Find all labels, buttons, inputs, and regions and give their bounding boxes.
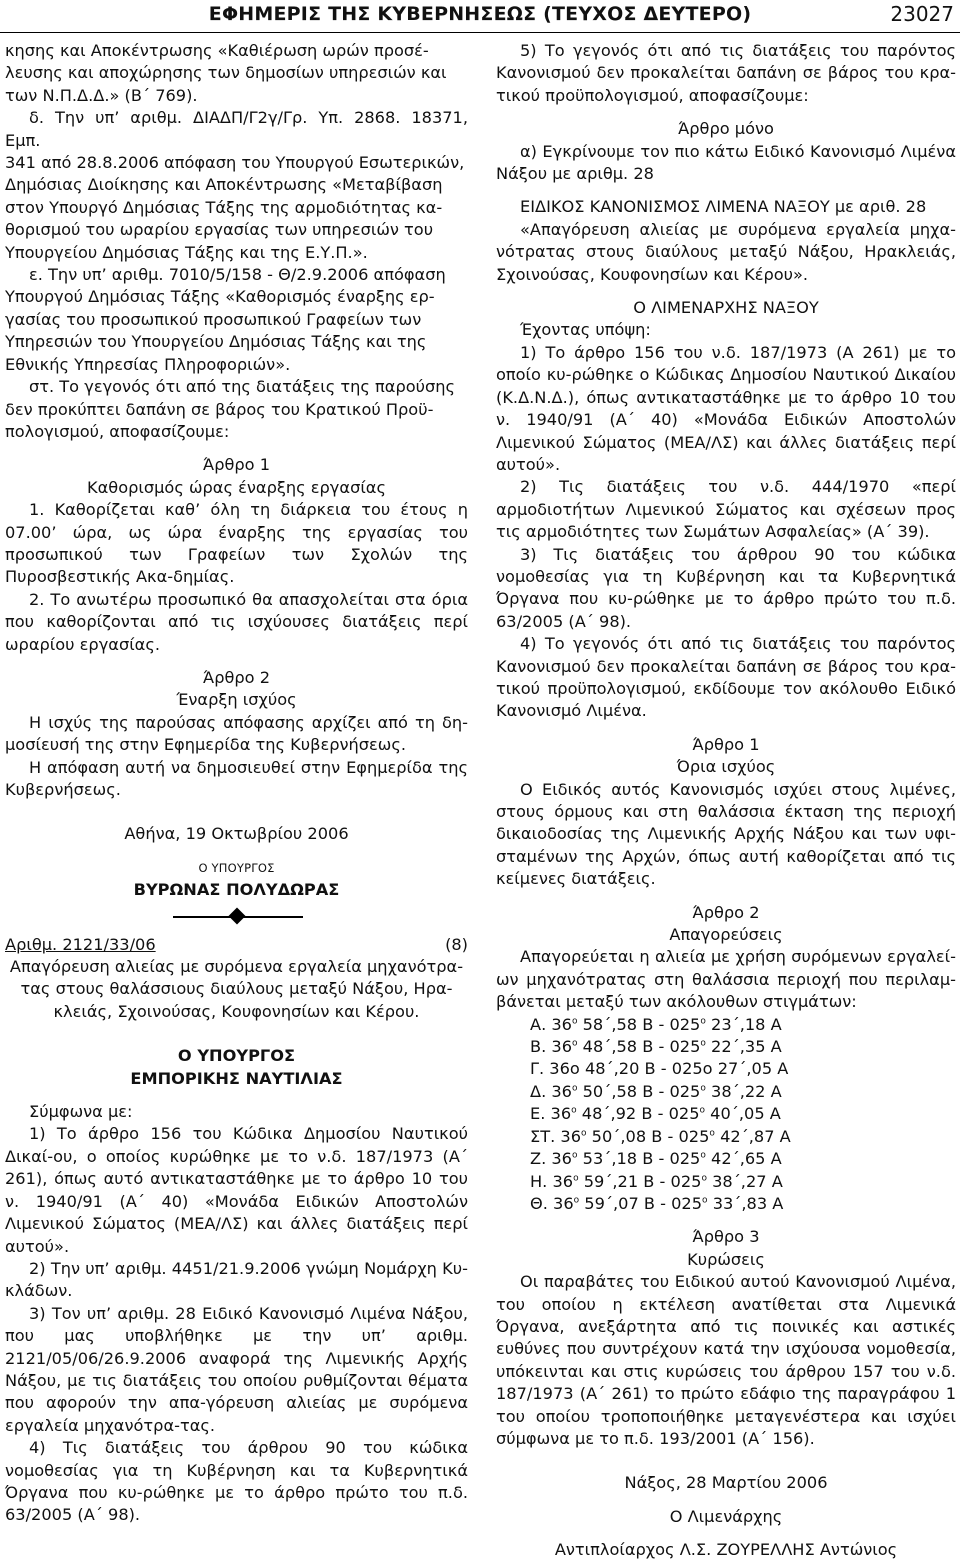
only-article-title: Άρθρο μόνο bbox=[678, 119, 774, 139]
paragraph-5: 5) Το γεγονός ότι από τις διατάξεις του παρόντος Κανονισμού δεν προκαλείται δαπάνη σε βάρος του κρα-τικού προϋπολογισμού, αποφασίζουμε: bbox=[496, 41, 956, 105]
coordinate-point: Ζ. $36^o$ 53΄,18 Β - $025^o$ 42΄,65 Α bbox=[530, 1149, 782, 1169]
reg-article-3-title: Άρθρο 3 bbox=[692, 1227, 760, 1247]
regulation-title: ΕΙΔΙΚΟΣ ΚΑΝΟΝΙΣΜΟΣ ΛΙΜΕΝΑ ΝΑΞΟΥ με αριθ. 28 bbox=[520, 197, 927, 217]
approval-text: α) Εγκρίνουμε τον πιο κάτω Ειδικό Κανονισμό Λιμένα Νάξου με αριθμ. 28 bbox=[496, 141, 956, 184]
right-column bbox=[496, 40, 956, 1562]
intro-line: Υπουργού Δημόσιας Τάξης «Καθορισμός έναρξης ερ- bbox=[5, 287, 435, 307]
decision-title: Απαγόρευση αλιείας με συρόμενα εργαλεία μηχανότρα-τας στους θαλάσσιους διαύλους μεταξύ Νάξου, Ηρα-κλειάς, Σχοινούσας, Κουφονησίων και Κέρου. bbox=[9, 957, 464, 1021]
signer-title: Ο ΥΠΟΥΡΓΟΣ bbox=[198, 860, 275, 875]
intro-line: δεν προκύπτει δαπάνη σε βάρος του Κρατικού Προϋ- bbox=[5, 399, 434, 419]
diamond-icon bbox=[229, 907, 246, 924]
legal-basis-item: 3) Τον υπ’ αριθμ. 28 Ειδικό Κανονισμό Λιμένα Νάξου, που μας υποβλήθηκε με την υπ’ αριθμ. 2121/05/06/26.9.2006 αναφορά της Λιμενικής Αρχής Νάξου, με τις διατάξεις του οποίου ρυθμίζονται θέματα που αφορούν την απα-γόρευση αλιείας με συρόμενα εργαλεία μηχανότρα-τας. bbox=[5, 1303, 468, 1435]
article-1-subtitle: Καθορισμός ώρας έναρξης εργασίας bbox=[87, 477, 386, 497]
page-number: 23027 bbox=[890, 2, 954, 26]
intro-line: πολογισμού, αποφασίζουμε: bbox=[5, 421, 230, 441]
intro-line: Υπουργείου Δημόσιας Τάξης και της Ε.Υ.Π.». bbox=[5, 242, 368, 262]
reg-article-3-text: Οι παραβάτες του Ειδικού αυτού Κανονισμού Λιμένα, του οποίου η εκτέλεση ανατίθεται στα Λιμενικά Όργανα, ανεξάρτητα από τις ποινικές και αστικές ευθύνες που συντρέχουν κατά την ισχύουσα νομοθεσία, υπόκεινται και στις κυρώσεις του άρθρου 157 του ν.δ. 187/1973 (Α΄ 261) το πρώτο εδάφιο της παραγράφου 1 του οποίου τροποποιήθηκε μεταγενέστερα και ισχύει σύμφωνα με το π.δ. 193/2001 (Α΄ 156). bbox=[496, 1272, 956, 1448]
article-2-title: Άρθρο 2 bbox=[202, 667, 270, 687]
article-1-paragraph-1: 1. Καθορίζεται καθ’ όλη τη διάρκεια του έτους η 07.00’ ώρα, ως ώρα έναρξης της εργασίας του προσωπικού των Γραφείων των Σχολών της Πυροσβεστικής Ακα-δημίας. bbox=[5, 500, 468, 587]
legal-basis-item: 1) Το άρθρο 156 του Κώδικα Δημοσίου Ναυτικού Δικαί-ου, ο οποίος κυρώθηκε με το ν.δ. 187/1973 (Α΄ 261), όπως αυτό αντικαταστάθηκε με το άρθρο 10 του ν. 1940/91 (Α΄ 40) «Μονάδα Ειδικών Αποστολών Λιμενικού Σώματος (ΜΕΑ/ΛΣ) και άλλες διατάξεις περί αυτού». bbox=[5, 1124, 468, 1256]
intro-line: στον Υπουργό Δημόσιας Τάξης της αρμοδιότητας κα- bbox=[5, 197, 443, 217]
reg-article-1-subtitle: Όρια ισχύος bbox=[676, 757, 776, 777]
coordinates-list bbox=[506, 1014, 956, 1216]
reg-article-2-title: Άρθρο 2 bbox=[692, 902, 760, 922]
place-date: Αθήνα, 19 Οκτωβρίου 2006 bbox=[124, 824, 349, 844]
consideration-item: 4) Το γεγονός ότι από τις διατάξεις του παρόντος Κανονισμού δεν προκαλείται δαπάνη σε βάρος του κρα-τικού προϋπολογισμού, εκδίδουμε τον ακόλουθο Ειδικό Κανονισμό Λιμένα. bbox=[496, 634, 956, 721]
intro-line: γασίας του προσωπικού προσωπικού Γραφείων των bbox=[5, 309, 422, 329]
coordinate-point: Δ. $36^o$ 50΄,58 Β - $025^o$ 38΄,22 Α bbox=[530, 1081, 782, 1101]
signer-title-right: Ο Λιμενάρχης bbox=[669, 1506, 783, 1526]
reg-article-2-text: Απαγορεύεται η αλιεία με χρήση συρόμενων εργαλεί-ων μηχανότρατας στη θαλάσσια περιοχή που περιλαμ-βάνεται μεταξύ των ακόλουθων στιγμάτων: bbox=[496, 947, 956, 1012]
intro-line: Δημόσιας Διοίκησης και Αποκέντρωσης «Μεταβίβαση bbox=[5, 175, 443, 195]
coordinate-point: Γ. 36ο 48΄,20 Β - 025ο 27΄,05 Α bbox=[530, 1059, 789, 1079]
intro-line: των Ν.Π.Δ.Δ.» (Β΄ 769). bbox=[5, 85, 198, 105]
legal-basis-item: 2) Την υπ’ αριθμ. 4451/21.9.2006 γνώμη Νομάρχη Κυ-κλάδων. bbox=[5, 1258, 468, 1301]
according-heading: Σύμφωνα με: bbox=[29, 1102, 133, 1122]
article-2-paragraph-1: Η ισχύς της παρούσας απόφασης αρχίζει από τη δη-μοσίευσή της στην Εφημερίδα της Κυβερνήσεως. bbox=[5, 712, 468, 755]
consideration-item: 1) Το άρθρο 156 του ν.δ. 187/1973 (Α 261) με το οποίο κυ-ρώθηκε ο Κώδικας Δημοσίου Ναυτικού Δικαίου (Κ.Δ.Ν.Δ.), όπως αντικαταστάθηκε με το άρθρο 10 του ν. 1940/91 (Α΄ 40) «Μονάδα Ειδικών Αποστολών Λιμενικού Σώματος (ΜΕΑ/ΛΣ) και άλλες διατάξεις περί αυτού». bbox=[496, 342, 956, 474]
intro-line: Εθνικής Υπηρεσίας Πληροφοριών». bbox=[5, 354, 291, 374]
reg-article-3-subtitle: Κυρώσεις bbox=[687, 1249, 765, 1269]
intro-line: δ. Την υπ’ αριθμ. ΔΙΑΔΠ/Γ2γ/Γρ. Υπ. 2868. 18371, Εμπ. bbox=[5, 108, 468, 150]
harbour-master-heading: Ο ΛΙΜΕΝΑΡΧΗΣ ΝΑΞΟΥ bbox=[633, 298, 819, 318]
left-column bbox=[5, 40, 468, 1527]
reg-article-1-title: Άρθρο 1 bbox=[692, 734, 760, 754]
section-divider bbox=[5, 906, 468, 928]
regulation-description: «Απαγόρευση αλιείας με συρόμενα εργαλεία μηχα-νότρατας στους διαύλους μεταξύ Νάξου, Ηρακλειάς, Σχοινούσας, Κουφονησίων και Κέρου». bbox=[496, 219, 956, 284]
consideration-item: 2) Τις διατάξεις του ν.δ. 444/1970 «περί αρμοδιοτήτων Λιμενικού Σώματος και σχέσεων προς τις αρμοδιότητες των Σωμάτων Ασφαλείας» (Α΄ 39). bbox=[496, 477, 956, 542]
intro-line: λευσης και αποχώρησης των δημοσίων υπηρεσιών και bbox=[5, 63, 447, 83]
article-2-subtitle: Έναρξη ισχύος bbox=[176, 690, 297, 710]
intro-line: ε. Την υπ’ αριθμ. 7010/5/158 - Θ/2.9.2006 απόφαση bbox=[29, 265, 446, 285]
minister-title-line-1: Ο ΥΠΟΥΡΓΟΣ bbox=[177, 1046, 296, 1066]
reg-article-2-subtitle: Απαγορεύσεις bbox=[669, 925, 783, 945]
coordinate-point: Α. $36^o$ 58΄,58 Β - $025^o$ 23΄,18 Α bbox=[530, 1014, 782, 1034]
coordinate-point: Ε. $36^o$ 48΄,92 Β - $025^o$ 40΄,05 Α bbox=[530, 1104, 781, 1124]
coordinate-point: ΣΤ. $36^o$ 50΄,08 Β - $025^o$ 42΄,87 Α bbox=[530, 1126, 791, 1146]
signer-name-right: Αντιπλοίαρχος Λ.Σ. ΖΟΥΡΕΛΛΗΣ Αντώνιος bbox=[554, 1540, 898, 1560]
article-1-title: Άρθρο 1 bbox=[202, 455, 270, 475]
intro-line: Υπηρεσιών του Υπουργείου Δημόσιας Τάξης και της bbox=[5, 332, 427, 352]
consideration-item: 3) Τις διατάξεις του άρθρου 90 του κώδικα νομοθεσίας για τη Κυβέρνηση και τα Κυβερνητικά Όργανα που κυ-ρώθηκε με το άρθρο πρώτο του π.δ. 63/2005 (Α΄ 98). bbox=[496, 544, 956, 631]
coordinate-point: Η. $36^o$ 59΄,21 Β - $025^o$ 38΄,27 Α bbox=[530, 1171, 783, 1191]
legal-basis-item: 4) Τις διατάξεις του άρθρου 90 του κώδικα νομοθεσίας για τη Κυβέρνηση και τα Κυβερνητικά Όργανα που κυ-ρώθηκε με το άρθρο πρώτο του π.δ. 63/2005 (Α΄ 98). bbox=[5, 1438, 468, 1525]
coordinate-point: Θ. $36^o$ 59΄,07 Β - $025^o$ 33΄,83 Α bbox=[530, 1193, 784, 1213]
intro-line: στ. Το γεγονός ότι από της διατάξεις της παρούσης bbox=[29, 377, 456, 397]
decision-number: Αριθμ. 2121/33/06 bbox=[5, 934, 156, 954]
decision-ref: (8) bbox=[445, 934, 468, 954]
place-date-right: Νάξος, 28 Μαρτίου 2006 bbox=[624, 1473, 828, 1493]
coordinate-point: Β. $36^o$ 48΄,58 Β - $025^o$ 22΄,35 Α bbox=[530, 1037, 782, 1057]
intro-line: κησης και Αποκέντρωσης «Καθιέρωση ωρών προσέ- bbox=[5, 41, 429, 60]
article-2-paragraph-2: Η απόφαση αυτή να δημοσιευθεί στην Εφημερίδα της Κυβερνήσεως. bbox=[5, 757, 468, 799]
gazette-title: ΕΦΗΜΕΡΙΣ ΤΗΣ ΚΥΒΕΡΝΗΣΕΩΣ (ΤΕΥΧΟΣ ΔΕΥΤΕΡΟ) bbox=[208, 3, 752, 25]
article-1-paragraph-2: 2. Το ανωτέρω προσωπικό θα απασχολείται στα όρια που καθορίζονται από τις ισχύουσες διατάξεις περί ωραρίου εργασίας. bbox=[5, 589, 468, 654]
page-header bbox=[0, 0, 960, 33]
reg-article-1-text: Ο Ειδικός αυτός Κανονισμός ισχύει στους λιμένες, στους όρμους και στη θαλάσσια έκταση της περιοχή δικαιοδοσίας της Λιμενικής Αρχής Νάξου και των υφι-σταμένων της Αρχών, όπως αυτή καθορίζεται από τις κείμενες διατάξεις. bbox=[496, 779, 956, 889]
minister-title-line-2: ΕΜΠΟΡΙΚΗΣ ΝΑΥΤΙΛΙΑΣ bbox=[130, 1068, 343, 1088]
decision-header bbox=[5, 934, 468, 956]
considering-heading: Έχοντας υπόψη: bbox=[520, 320, 651, 340]
intro-line: 341 από 28.8.2006 απόφαση του Υπουργού Εσωτερικών, bbox=[5, 153, 465, 173]
signer-name: ΒΥΡΩΝΑΣ ΠΟΛΥΔΩΡΑΣ bbox=[133, 880, 340, 900]
intro-line: θορισμού του ωραρίου εργασίας των υπηρεσιών του bbox=[5, 220, 434, 240]
